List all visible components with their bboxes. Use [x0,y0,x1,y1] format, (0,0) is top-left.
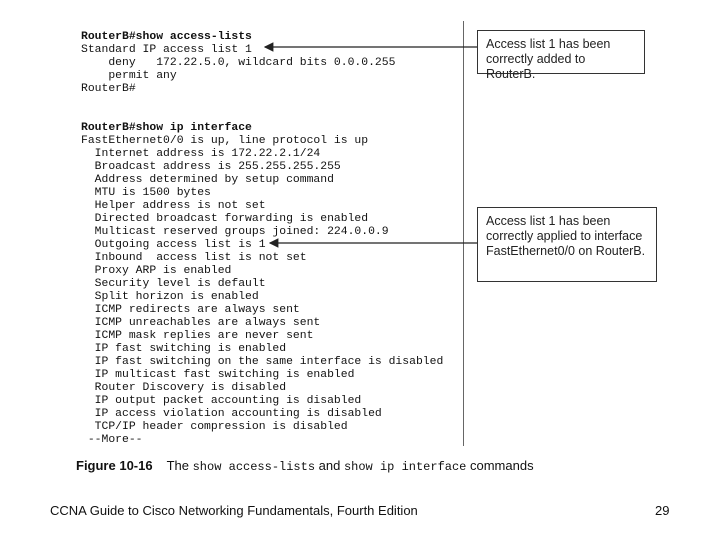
callout-text: Access list 1 has been correctly added to RouterB. [486,37,611,81]
figure-caption [76,458,534,474]
terminal-line: IP fast switching on the same interface is disabled [81,356,444,368]
caption-command: show access-lists [192,460,316,474]
callout-access-list-applied [477,207,657,282]
footer-book-title: CCNA Guide to Cisco Networking Fundamentals, Fourth Edition [50,503,418,518]
terminal-line: MTU is 1500 bytes [81,187,211,199]
terminal-line: IP output packet accounting is disabled [81,395,362,407]
terminal-line: ICMP mask replies are never sent [81,330,314,342]
terminal-line: Multicast reserved groups joined: 224.0.0.9 [81,226,389,238]
terminal-output [73,21,464,446]
terminal-line: Internet address is 172.22.2.1/24 [81,148,321,160]
caption-text: commands [466,458,534,473]
terminal-line: IP fast switching is enabled [81,343,287,355]
terminal-line: --More-- [81,434,143,446]
terminal-line: Broadcast address is 255.255.255.255 [81,161,341,173]
terminal-line: Security level is default [81,278,266,290]
terminal-line: RouterB# [81,83,136,95]
terminal-line: IP multicast fast switching is enabled [81,369,355,381]
terminal-line: Standard IP access list 1 [81,44,252,56]
terminal-line: RouterB#show ip interface [81,122,252,134]
terminal-line: Helper address is not set [81,200,266,212]
terminal-line: ICMP redirects are always sent [81,304,300,316]
terminal-line: Router Discovery is disabled [81,382,287,394]
terminal-line: IP access violation accounting is disabled [81,408,382,420]
terminal-line: Inbound access list is not set [81,252,307,264]
figure-number: Figure 10-16 [76,458,153,473]
terminal-line: Split horizon is enabled [81,291,259,303]
terminal-line: FastEthernet0/0 is up, line protocol is up [81,135,369,147]
callout-access-list-added [477,30,645,81]
access-lists-output [81,31,395,96]
callout-text: Access list 1 has been correctly applied to interface FastEthernet0/0 on RouterB. [486,214,646,258]
terminal-line: permit any [81,70,177,82]
terminal-line: TCP/IP header compression is disabled [81,421,348,433]
terminal-line: Proxy ARP is enabled [81,265,232,277]
caption-text: The [166,458,193,473]
caption-command: show ip interface [343,460,467,474]
terminal-line: Outgoing access list is 1 [81,239,266,251]
terminal-line: deny 172.22.5.0, wildcard bits 0.0.0.255 [81,57,396,69]
terminal-line: Directed broadcast forwarding is enabled [81,213,369,225]
page-number: 29 [655,503,670,518]
ip-interface-output [81,122,443,447]
caption-text: and [315,458,344,473]
terminal-line: Address determined by setup command [81,174,334,186]
terminal-line: ICMP unreachables are always sent [81,317,321,329]
terminal-line: RouterB#show access-lists [81,31,252,43]
